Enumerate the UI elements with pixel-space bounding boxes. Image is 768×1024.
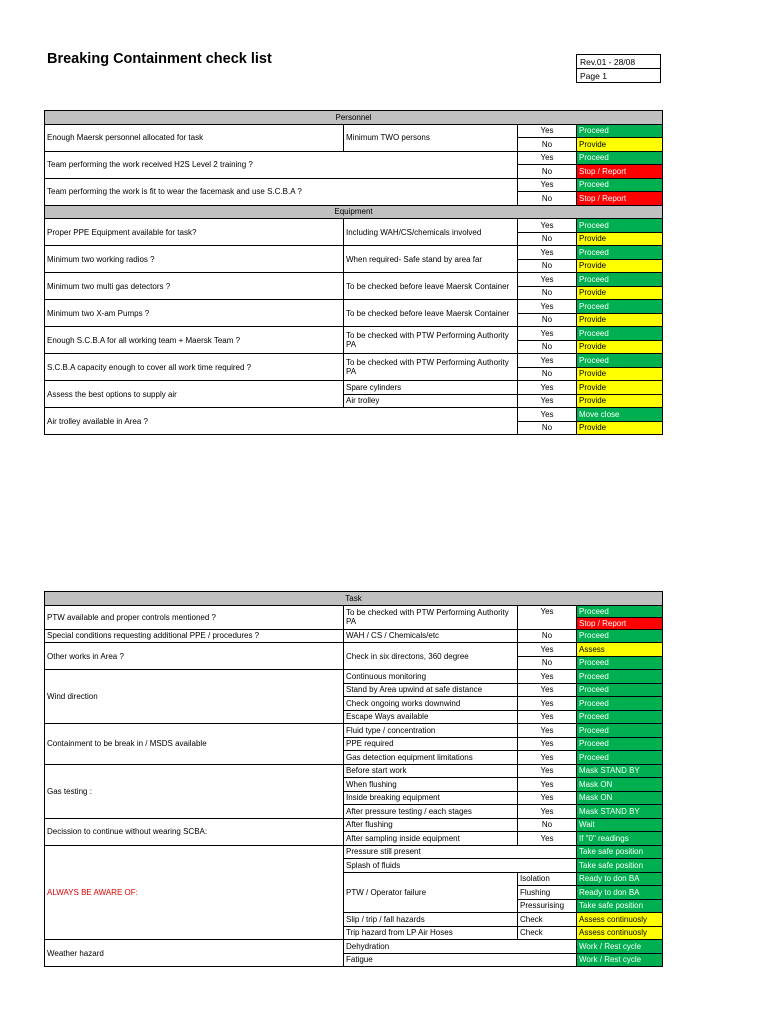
action-cell: Proceed [577,656,663,670]
answer-yes: Yes [518,246,577,260]
action-cell: Mask ON [577,778,663,792]
action-cell: Assess continuosly [577,913,663,927]
action-cell: Proceed [577,273,663,287]
page-number: Page 1 [577,69,661,83]
answer-yes: Yes [518,219,577,233]
task-note: Gas detection equipment limitations [344,751,518,765]
task-note: Slip / trip / fall hazards [344,913,518,927]
equipment-note: To be checked before leave Maersk Container [344,273,518,300]
section-header-equipment: Equipment [45,205,663,219]
answer-no: No [518,313,577,327]
equipment-note: When required- Safe stand by area far [344,246,518,273]
action-cell: Stop / Report [577,165,663,179]
answer-no: No [518,192,577,206]
action-cell: Proceed [577,354,663,368]
answer-yes: Yes [518,151,577,165]
action-cell: Proceed [577,219,663,233]
equipment-note: To be checked with PTW Performing Authority PA [344,354,518,381]
task-note: PTW / Operator failure [344,872,518,913]
action-cell: Ready to don BA [577,872,663,886]
answer-yes: Yes [518,327,577,341]
answer-yes: Yes [518,710,577,724]
task-note: Pressure still present [344,845,577,859]
action-cell: Provide [577,381,663,395]
answer-no: No [518,232,577,246]
answer-yes: Yes [518,764,577,778]
answer-yes: Yes [518,683,577,697]
equipment-question: Assess the best options to supply air [45,381,344,408]
action-cell: Move close [577,408,663,422]
equipment-question: Minimum two multi gas detectors ? [45,273,344,300]
action-cell: Take safe position [577,899,663,913]
personnel-question: Team performing the work is fit to wear the facemask and use S.C.B.A ? [45,178,518,205]
task-note: Inside breaking equipment [344,791,518,805]
task-question: Other works in Area ? [45,643,344,670]
action-stack [577,605,663,629]
answer-yes: Yes [518,273,577,287]
action-cell: Mask ON [577,791,663,805]
answer-yes: Yes [518,381,577,395]
task-note: Fluid type / concentration [344,724,518,738]
task-note: To be checked with PTW Performing Authority PA [344,605,518,629]
action-cell: Provide [577,394,663,408]
task-note: Before start work [344,764,518,778]
answer-no: No [518,165,577,179]
page-title: Breaking Containment check list [47,51,272,67]
equipment-note: Air trolley [344,394,518,408]
task-subnote: Check [518,913,577,927]
answer-yes: Yes [518,778,577,792]
action-cell: Mask STAND BY [577,805,663,819]
equipment-note: Including WAH/CS/chemicals involved [344,219,518,246]
equipment-question: Minimum two X-am Pumps ? [45,300,344,327]
task-subnote: Flushing [518,886,577,900]
equipment-question: Enough S.C.B.A for all working team + Maersk Team ? [45,327,344,354]
action-cell: Provide [577,313,663,327]
task-question: Wind direction [45,670,344,724]
task-question: Decission to continue without wearing SCBA: [45,818,344,845]
answer-no: No [518,656,577,670]
answer-yes: Yes [518,697,577,711]
task-subnote: Isolation [518,872,577,886]
action-cell: Assess continuosly [577,926,663,940]
equipment-question: S.C.B.A capacity enough to cover all work time required ? [45,354,344,381]
task-question: Special conditions requesting additional PPE / procedures ? [45,629,344,643]
action-cell: Proceed [577,606,662,618]
task-question: Gas testing : [45,764,344,818]
answer-yes: Yes [518,354,577,368]
action-cell: Provide [577,367,663,381]
answer-yes: Yes [518,124,577,138]
action-cell: Ready to don BA [577,886,663,900]
task-note: Check in six directons, 360 degree [344,643,518,670]
revision-box [576,54,661,83]
action-cell: Proceed [577,697,663,711]
answer-no: No [518,367,577,381]
task-note: After pressure testing / each stages [344,805,518,819]
answer-yes: Yes [518,805,577,819]
task-question: Weather hazard [45,940,344,967]
equipment-question: Air trolley available in Area ? [45,408,518,435]
answer-no: No [518,818,577,832]
answer-yes: Yes [518,178,577,192]
action-cell: Provide [577,138,663,152]
action-cell: Work / Rest cycle [577,953,663,967]
task-note: Fatigue [344,953,577,967]
action-cell: Proceed [577,737,663,751]
answer-yes: Yes [518,643,577,657]
answer-yes: Yes [518,791,577,805]
personnel-question: Enough Maersk personnel allocated for task [45,124,344,151]
task-note: After sampling inside equipment [344,832,518,846]
task-question: PTW available and proper controls mentioned ? [45,605,344,629]
task-note: Trip hazard from LP Air Hoses [344,926,518,940]
equipment-note: To be checked before leave Maersk Container [344,300,518,327]
action-cell: Proceed [577,178,663,192]
task-note: Splash of fluids [344,859,577,873]
answer-no: No [518,259,577,273]
answer-no: No [518,286,577,300]
action-cell: If "0" readings [577,832,663,846]
equipment-question: Minimum two working radios ? [45,246,344,273]
equipment-question: Proper PPE Equipment available for task? [45,219,344,246]
action-cell: Take safe position [577,845,663,859]
revision-label: Rev.01 - 28/08 [577,55,661,69]
answer-yes: Yes [518,724,577,738]
answer-yes: Yes [518,605,577,629]
personnel-note: Minimum TWO persons [344,124,518,151]
task-note: When flushing [344,778,518,792]
task-note: WAH / CS / Chemicals/etc [344,629,518,643]
action-cell: Provide [577,340,663,354]
task-subnote: Pressurising [518,899,577,913]
action-cell: Proceed [577,300,663,314]
personnel-question: Team performing the work received H2S Level 2 training ? [45,151,518,178]
action-cell: Work / Rest cycle [577,940,663,954]
answer-no: No [518,340,577,354]
action-cell: Provide [577,421,663,435]
equipment-note: Spare cylinders [344,381,518,395]
action-cell: Proceed [577,151,663,165]
action-cell: Assess [577,643,663,657]
section-header-personnel: Personnel [45,111,663,125]
action-cell: Provide [577,232,663,246]
answer-no: No [518,138,577,152]
task-note: Escape Ways available [344,710,518,724]
answer-yes: Yes [518,300,577,314]
action-cell: Stop / Report [577,618,662,629]
task-note: Check ongoing works downwind [344,697,518,711]
task-note: Dehydration [344,940,577,954]
section-header-task: Task [45,592,663,606]
task-question: Containment to be break in / MSDS available [45,724,344,765]
task-note: Stand by Area upwind at safe distance [344,683,518,697]
answer-yes: Yes [518,394,577,408]
task-note: Continuous monitoring [344,670,518,684]
action-cell: Proceed [577,683,663,697]
action-cell: Wait [577,818,663,832]
equipment-note: To be checked with PTW Performing Authority PA [344,327,518,354]
action-cell: Provide [577,259,663,273]
action-cell: Take safe position [577,859,663,873]
task-subnote: Check [518,926,577,940]
checklist-personnel-equipment [44,110,663,435]
action-cell: Proceed [577,670,663,684]
task-note: After flushing [344,818,518,832]
task-question-alert: ALWAYS BE AWARE OF: [45,845,344,940]
action-cell: Mask STAND BY [577,764,663,778]
action-cell: Proceed [577,751,663,765]
answer-no: No [518,421,577,435]
task-note: PPE required [344,737,518,751]
checklist-task [44,591,663,967]
action-cell: Proceed [577,629,663,643]
answer-yes: Yes [518,832,577,846]
action-cell: Proceed [577,710,663,724]
answer-yes: Yes [518,751,577,765]
action-cell: Stop / Report [577,192,663,206]
action-cell: Proceed [577,124,663,138]
answer-yes: Yes [518,670,577,684]
answer-yes: Yes [518,408,577,422]
answer-no: No [518,629,577,643]
answer-yes: Yes [518,737,577,751]
action-cell: Proceed [577,246,663,260]
action-cell: Proceed [577,724,663,738]
action-cell: Provide [577,286,663,300]
action-cell: Proceed [577,327,663,341]
